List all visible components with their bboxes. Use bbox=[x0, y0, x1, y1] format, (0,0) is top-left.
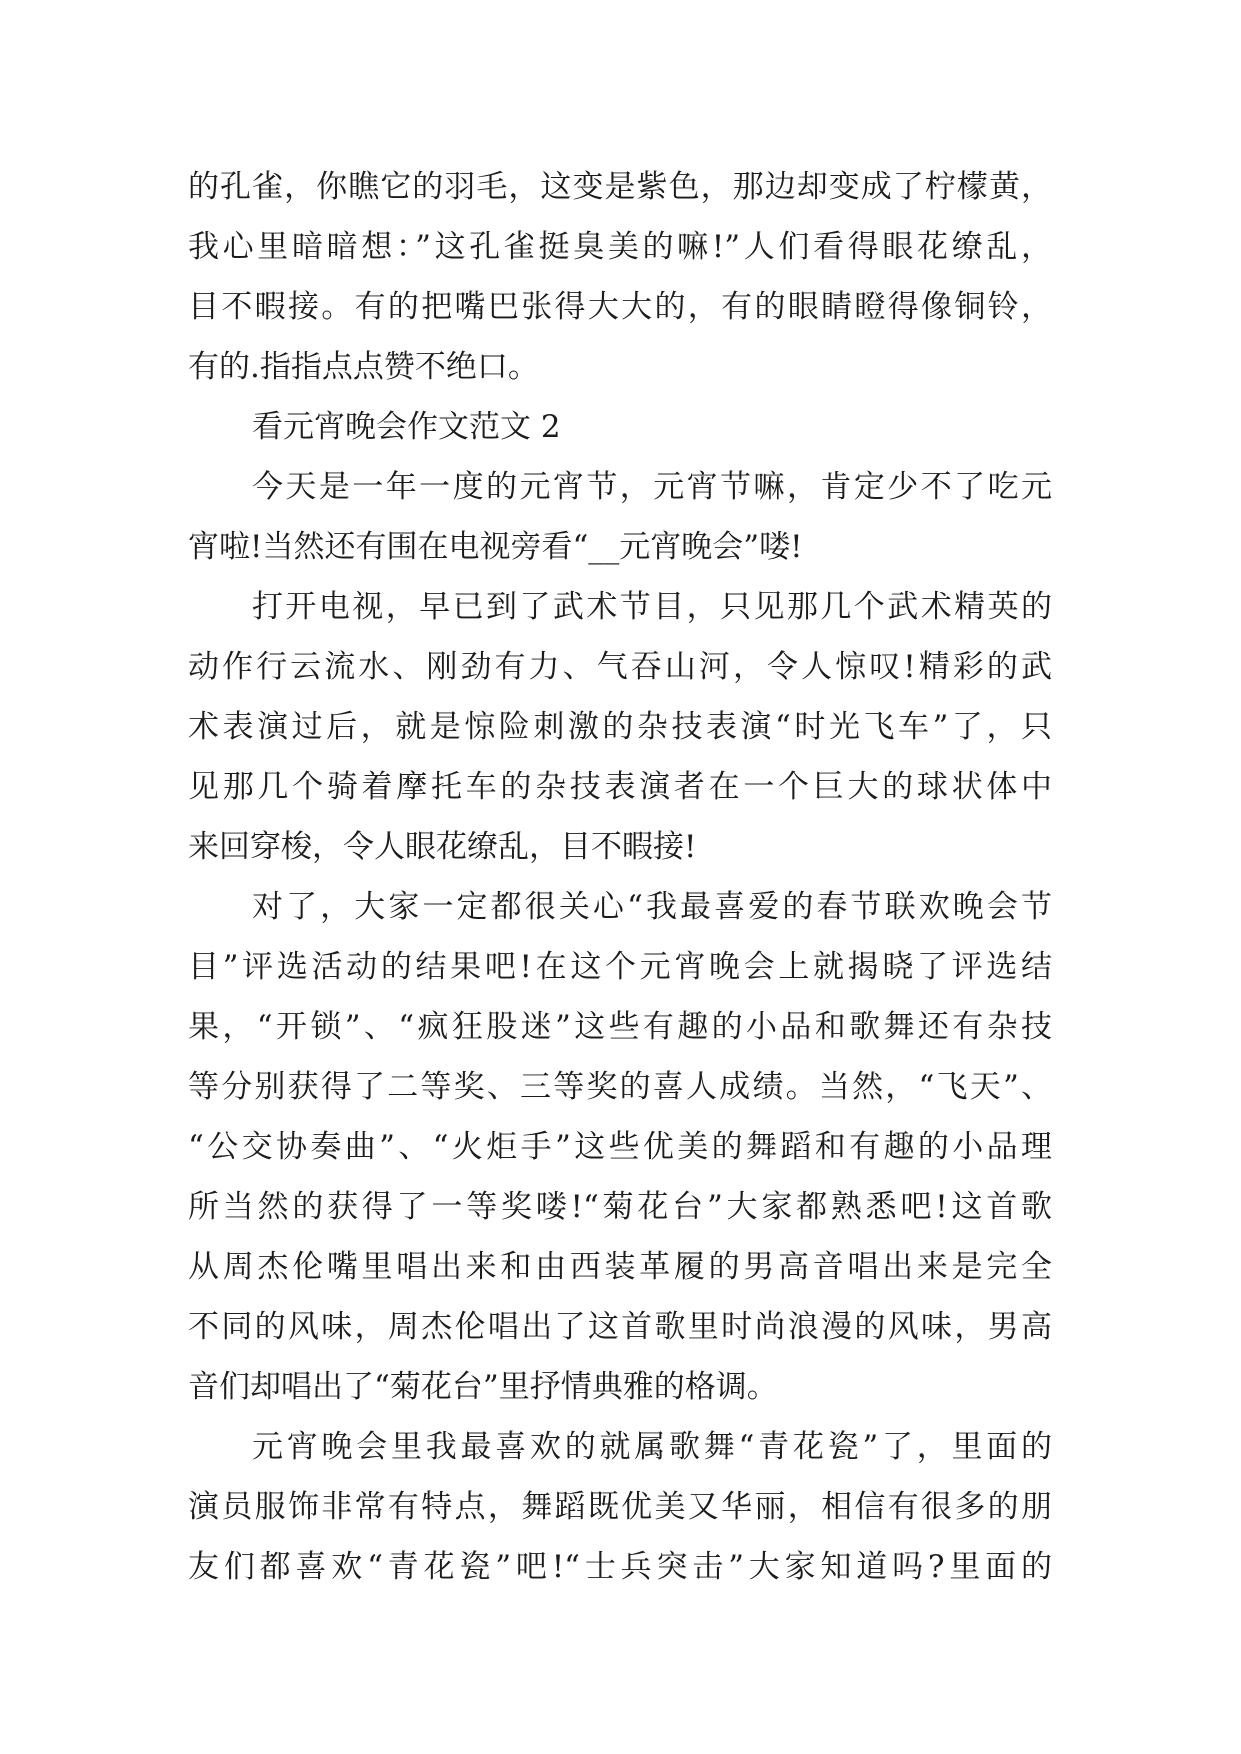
text-line: 元宵晚会里我最喜欢的就属歌舞“青花瓷”了，里面的 bbox=[252, 1429, 1052, 1465]
paragraph bbox=[188, 1417, 1052, 1597]
text-line: 术表演过后，就是惊险刺激的杂技表演“时光飞车”了，只 bbox=[188, 709, 1052, 745]
paragraph bbox=[188, 877, 1052, 1417]
text-line: 目”评选活动的结果吧!在这个元宵晚会上就揭晓了评选结 bbox=[188, 949, 1052, 985]
text-line: 我心里暗暗想：”这孔雀挺臭美的嘛!”人们看得眼花缭乱， bbox=[188, 229, 1052, 265]
section-heading: 看元宵晚会作文范文 2 bbox=[252, 409, 561, 445]
text-line: “公交协奏曲”、“火炬手”这些优美的舞蹈和有趣的小品理 bbox=[188, 1129, 1052, 1165]
text-line: 来回穿梭，令人眼花缭乱，目不暇接! bbox=[188, 829, 697, 865]
text-line: 演员服饰非常有特点，舞蹈既优美又华丽，相信有很多的朋 bbox=[188, 1489, 1052, 1525]
text-line: 有的.指指点点赞不绝口。 bbox=[188, 349, 539, 385]
text-line: 果，“开锁”、“疯狂股迷”这些有趣的小品和歌舞还有杂技 bbox=[188, 1009, 1052, 1045]
text-line: 对了，大家一定都很关心“我最喜爱的春节联欢晚会节 bbox=[252, 889, 1052, 925]
text-line: 目不暇接。有的把嘴巴张得大大的，有的眼睛瞪得像铜铃， bbox=[188, 289, 1052, 325]
text-line: 所当然的获得了一等奖喽!“菊花台”大家都熟悉吧!这首歌 bbox=[188, 1189, 1052, 1225]
paragraph-continued bbox=[188, 157, 1052, 397]
text-line: 见那几个骑着摩托车的杂技表演者在一个巨大的球状体中 bbox=[188, 769, 1052, 805]
text-line: 宵啦!当然还有围在电视旁看“__元宵晚会”喽! bbox=[188, 529, 803, 565]
text-line: 动作行云流水、刚劲有力、气吞山河，令人惊叹!精彩的武 bbox=[188, 649, 1052, 685]
text-line: 友们都喜欢“青花瓷”吧!“士兵突击”大家知道吗?里面的 bbox=[188, 1549, 1052, 1585]
text-line: 等分别获得了二等奖、三等奖的喜人成绩。当然，“飞天”、 bbox=[188, 1069, 1052, 1105]
text-line: 音们却唱出了“菊花台”里抒情典雅的格调。 bbox=[188, 1369, 778, 1405]
paragraph bbox=[188, 577, 1052, 877]
text-line: 的孔雀，你瞧它的羽毛，这变是紫色，那边却变成了柠檬黄， bbox=[188, 169, 1052, 205]
text-line: 不同的风味，周杰伦唱出了这首歌里时尚浪漫的风味，男高 bbox=[188, 1309, 1052, 1345]
text-line: 从周杰伦嘴里唱出来和由西装革履的男高音唱出来是完全 bbox=[188, 1249, 1052, 1285]
document-body bbox=[188, 157, 1052, 1597]
text-line: 今天是一年一度的元宵节，元宵节嘛，肯定少不了吃元 bbox=[252, 469, 1052, 505]
paragraph bbox=[188, 457, 1052, 577]
text-line: 打开电视，早已到了武术节目，只见那几个武术精英的 bbox=[252, 589, 1052, 625]
